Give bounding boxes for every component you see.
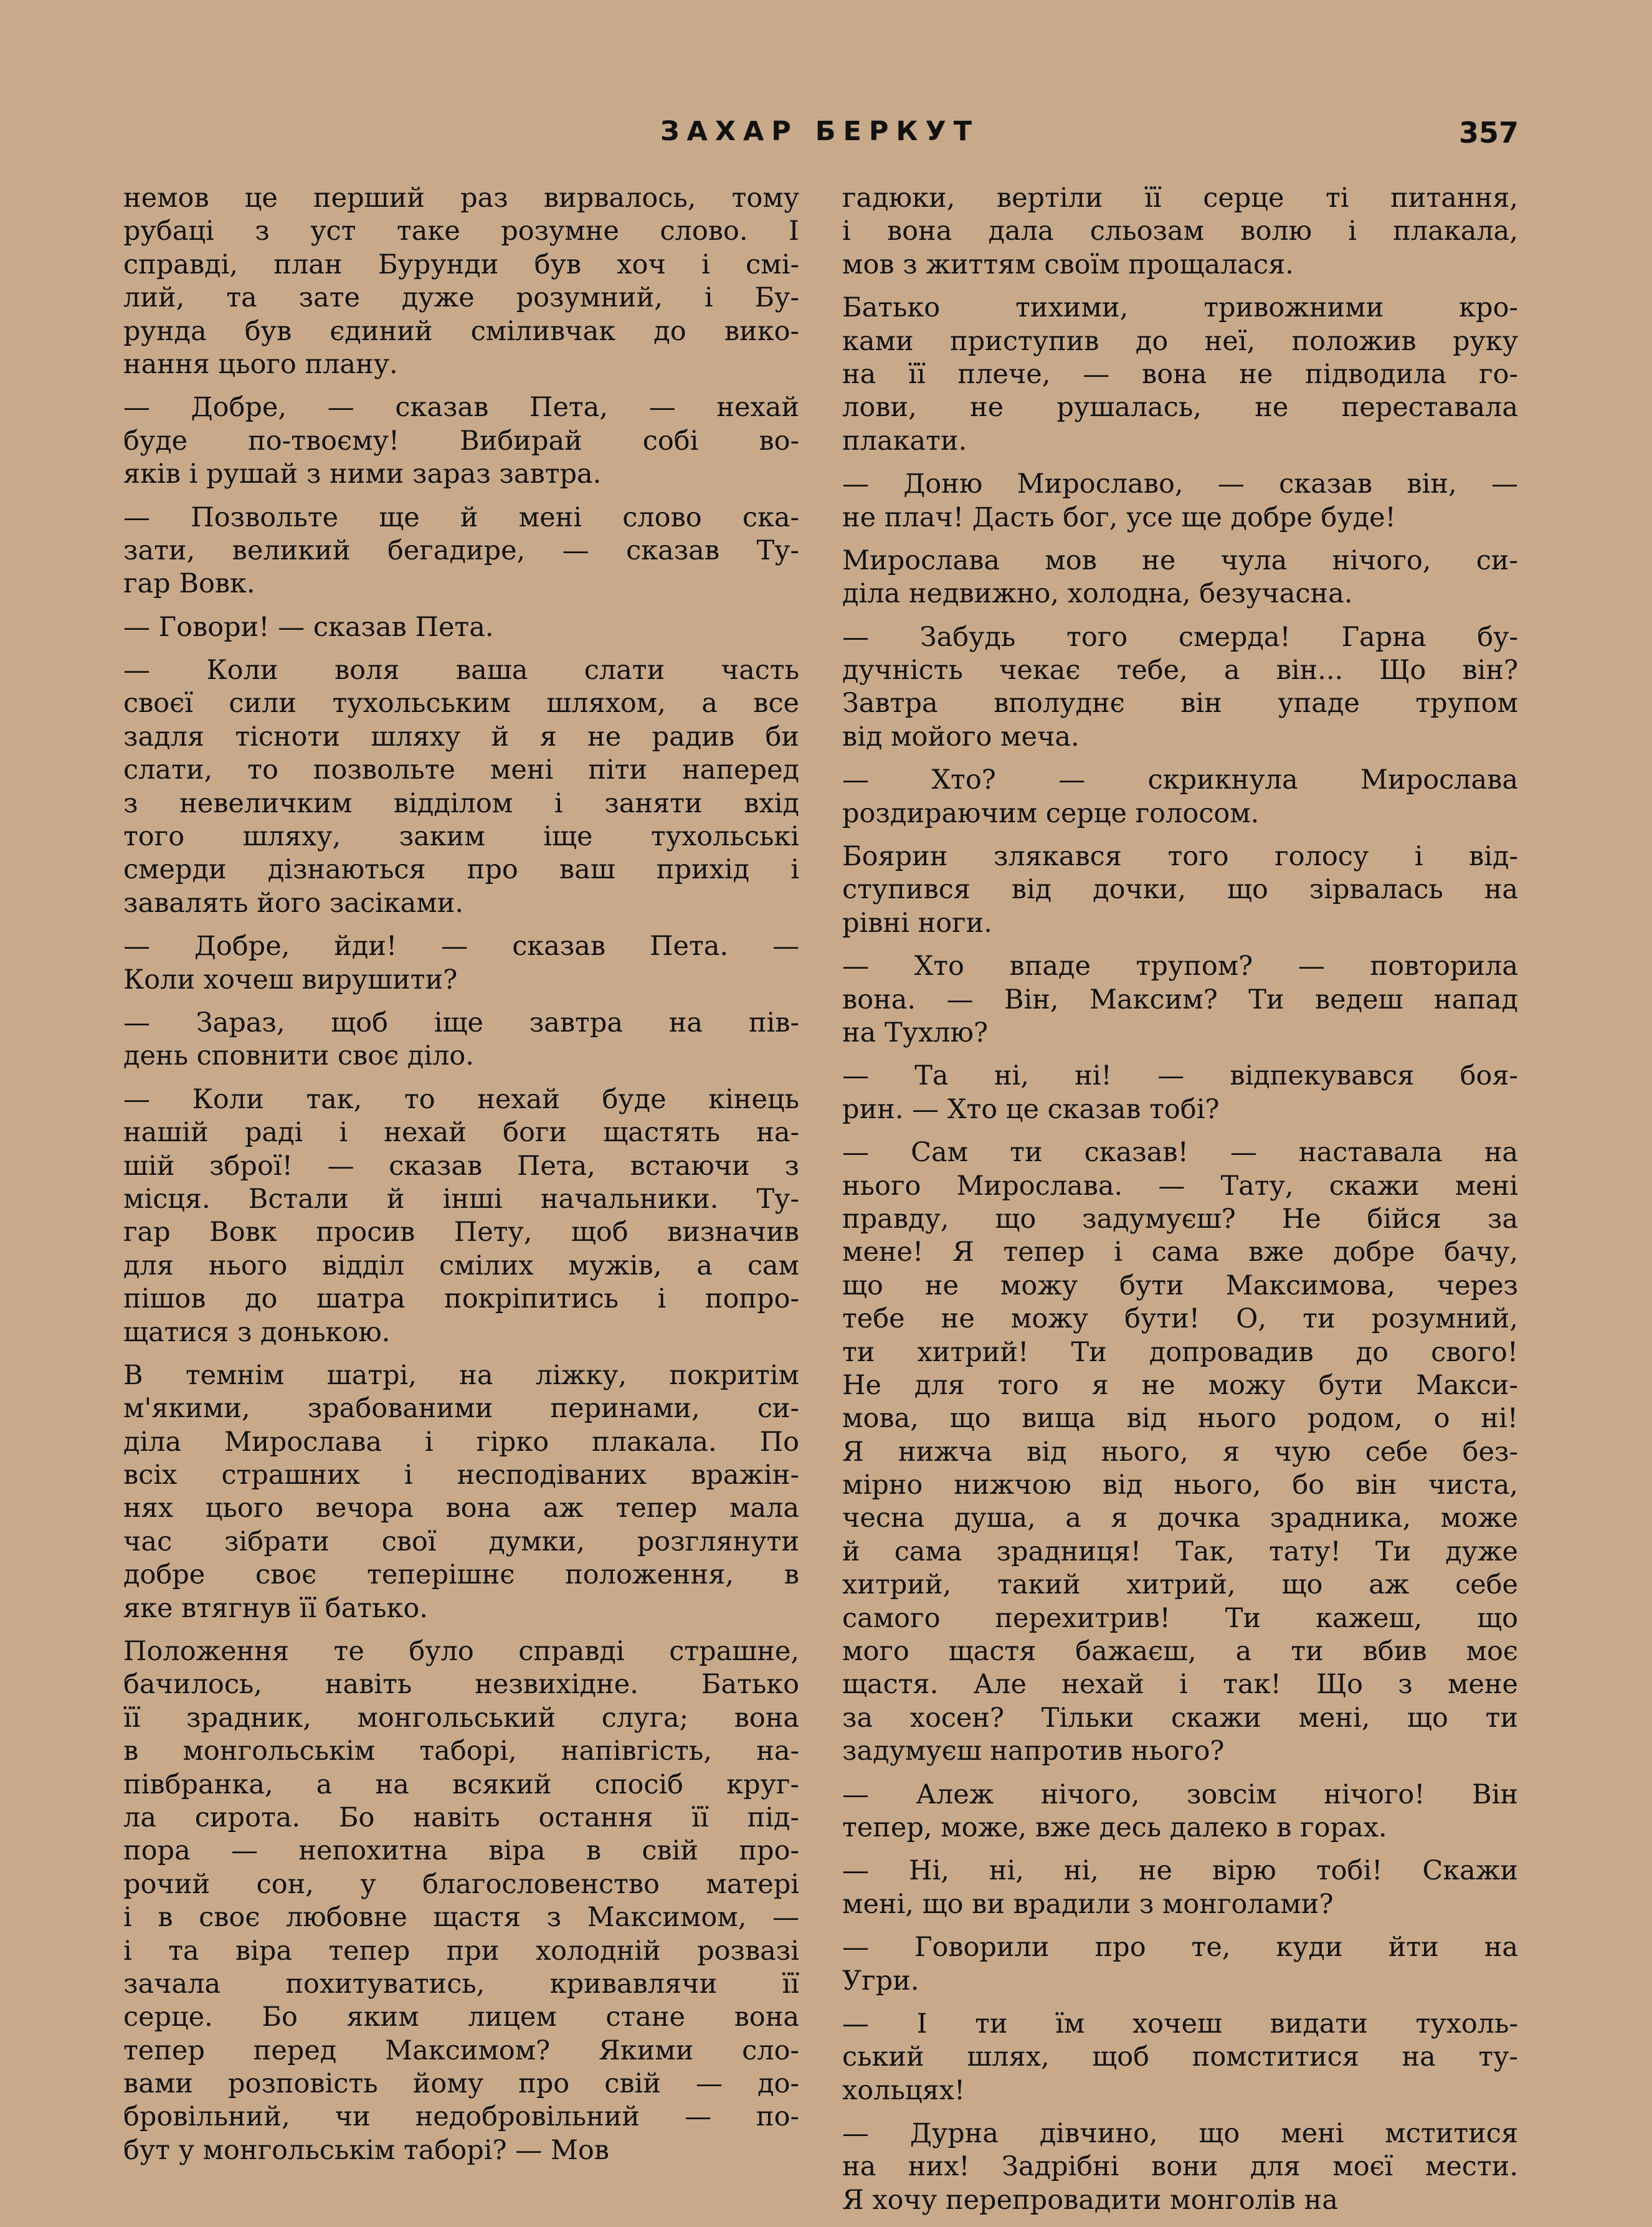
paragraph xyxy=(842,1060,1518,1126)
text-line: її зрадник, монгольський слуга; вона xyxy=(123,1702,799,1734)
text-line: щатися з донькою. xyxy=(123,1316,391,1348)
text-line: гар Вовк. xyxy=(123,568,255,600)
text-line: в монгольськім таборі, напівгість, на- xyxy=(123,1736,799,1767)
text-line: діла Мирослава і гірко плакала. По xyxy=(123,1426,799,1458)
text-line: немов це перший раз вирвалось, тому xyxy=(123,183,799,214)
text-line: мене! Я тепер і сама вже добре бачу, xyxy=(842,1237,1518,1268)
paragraph xyxy=(123,391,799,491)
text-line: хитрий, такий хитрий, що аж себе xyxy=(842,1569,1518,1601)
paragraph xyxy=(123,182,799,381)
text-line: Мирослава мов не чула нічого, си- xyxy=(842,544,1518,576)
text-line: бачилось, навіть незвихідне. Батько xyxy=(123,1669,799,1701)
text-line: задля тісноти шляху й я не радив би xyxy=(123,721,799,753)
text-line: півбранка, а на всякий спосіб круг- xyxy=(123,1769,799,1800)
text-line: ла сирота. Бо навіть остання її під- xyxy=(123,1802,799,1833)
paragraph xyxy=(123,930,799,997)
text-line: — Забудь того смерда! Гарна бу- xyxy=(842,621,1518,653)
text-line: самого перехитрив! Ти кажеш, що xyxy=(842,1602,1518,1634)
text-line: Я хочу перепровадити монголів на xyxy=(842,2184,1338,2216)
text-line: добре своє теперішнє положення, в xyxy=(123,1559,799,1591)
text-line: ти хитрий! Ти допровадив до свого! xyxy=(842,1336,1518,1368)
text-line: рунда був єдиний сміливчак до вико- xyxy=(123,315,799,347)
text-line: дучність чекає тебе, а він... Що він? xyxy=(842,655,1518,686)
paragraph xyxy=(842,2117,1518,2217)
text-line: тепер, може, вже десь далеко в горах. xyxy=(842,1812,1387,1843)
text-line: пора — непохитна віра в свій про- xyxy=(123,1835,799,1867)
text-line: гар Вовк просив Пету, щоб визначив xyxy=(123,1217,799,1248)
text-line: ками приступив до неї, положив руку xyxy=(842,325,1518,357)
text-line: того шляху, заким іще тухольські xyxy=(123,821,799,853)
text-line: гадюки, вертіли її серце ті питання, xyxy=(842,183,1518,214)
text-line: не плач! Дасть бог, усе ще добре буде! xyxy=(842,501,1396,533)
text-line: рівні ноги. xyxy=(842,907,992,939)
text-line: мого щастя бажаєш, а ти вбив моє xyxy=(842,1636,1518,1668)
text-line: — Говори! — сказав Пета. xyxy=(123,611,494,643)
text-line: мов з життям своїм прощалася. xyxy=(842,249,1294,280)
text-line: роздираючим серце голосом. xyxy=(842,797,1260,829)
text-line: рин. — Хто це сказав тобі? xyxy=(842,1093,1220,1125)
text-line: час зібрати свої думки, розглянути xyxy=(123,1526,799,1557)
text-line: ступився від дочки, що зірвалась на xyxy=(842,874,1518,906)
text-line: Я нижча від нього, я чую себе без- xyxy=(842,1436,1518,1468)
text-line: — Говорили про те, куди йти на xyxy=(842,1932,1518,1963)
text-line: бут у монгольськім таборі? — Мов xyxy=(123,2134,609,2166)
right-text-column xyxy=(842,182,1518,2227)
left-text-column xyxy=(123,182,799,2177)
text-line: Угри. xyxy=(842,1965,919,1997)
text-line: на них! Задрібні вони для моєї мести. xyxy=(842,2151,1518,2183)
text-line: Коли хочеш вирушити? xyxy=(123,964,458,995)
text-line: шій зброї! — сказав Пета, встаючи з xyxy=(123,1150,799,1182)
paragraph xyxy=(842,840,1518,940)
text-line: задумуєш напротив нього? xyxy=(842,1736,1225,1767)
paragraph xyxy=(842,621,1518,754)
text-line: нього Мирослава. — Тату, скажи мені xyxy=(842,1170,1518,1202)
text-line: В темнім шатрі, на ліжку, покритім xyxy=(123,1359,799,1391)
text-line: на Тухлю? xyxy=(842,1017,989,1048)
text-line: своєї сили тухольським шляхом, а все xyxy=(123,688,799,719)
text-line: — Ні, ні, ні, не вірю тобі! Скажи xyxy=(842,1855,1518,1887)
text-line: тепер перед Максимом? Якими сло- xyxy=(123,2035,799,2066)
text-line: нашій раді і нехай боги щастять на- xyxy=(123,1117,799,1149)
text-line: Положення те було справді страшне, xyxy=(123,1636,799,1668)
text-line: вами розповість йому про свій — до- xyxy=(123,2068,799,2100)
paragraph xyxy=(123,501,799,601)
text-line: серце. Бо яким лицем стане вона xyxy=(123,2001,799,2033)
text-line: — Позвольте ще й мені слово ска- xyxy=(123,501,799,533)
text-line: Батько тихими, тривожними кро- xyxy=(842,292,1518,324)
text-line: від мойого меча. xyxy=(842,721,1080,753)
text-line: — Коли так, то нехай буде кінець xyxy=(123,1083,799,1115)
text-line: і та віра тепер при холодній розвазі xyxy=(123,1935,799,1967)
text-line: день сповнити своє діло. xyxy=(123,1040,474,1072)
text-line: — Коли воля ваша слати часть xyxy=(123,655,799,686)
text-line: — Добре, йди! — сказав Пета. — xyxy=(123,931,799,962)
text-line: мірно нижчою від нього, бо він чиста, xyxy=(842,1470,1518,1501)
paragraph xyxy=(842,764,1518,830)
text-line: для нього відділ смілих мужів, а сам xyxy=(123,1250,799,1281)
paragraph xyxy=(842,2008,1518,2107)
text-line: ський шлях, щоб помститися на ту- xyxy=(842,2041,1518,2073)
text-line: Боярин злякався того голосу і від- xyxy=(842,841,1518,873)
paragraph xyxy=(123,611,799,644)
text-line: — Доню Мирославо, — сказав він, — xyxy=(842,468,1518,500)
page-number: 357 xyxy=(1459,116,1519,150)
text-line: нання цього плану. xyxy=(123,348,398,380)
running-title: ЗАХАР БЕРКУТ xyxy=(660,116,980,147)
text-line: — Та ні, ні! — відпекувався боя- xyxy=(842,1060,1518,1092)
text-line: зачала похитуватись, кривавлячи її xyxy=(123,1968,799,2000)
text-line: плакати. xyxy=(842,425,967,457)
text-line: м'якими, зрабованими перинами, си- xyxy=(123,1393,799,1425)
paragraph xyxy=(842,292,1518,458)
paragraph xyxy=(842,1136,1518,1768)
text-line: бровільний, чи недобровільний — по- xyxy=(123,2101,799,2133)
text-line: нях цього вечора вона аж тепер мала xyxy=(123,1493,799,1524)
text-line: яке втягнув її батько. xyxy=(123,1592,428,1624)
text-line: — Дурна дівчино, що мені мститися xyxy=(842,2118,1518,2150)
text-line: справді, план Бурунди був хоч і смі- xyxy=(123,249,799,280)
paragraph xyxy=(842,468,1518,534)
text-line: — Сам ти сказав! — наставала на xyxy=(842,1137,1518,1169)
text-line: пішов до шатра покріпитись і попро- xyxy=(123,1283,799,1315)
text-line: мова, що вища від нього родом, о ні! xyxy=(842,1403,1518,1435)
paragraph xyxy=(842,182,1518,282)
text-line: буде по-твоєму! Вибирай собі во- xyxy=(123,425,799,457)
text-line: лий, та зате дуже розумний, і Бу- xyxy=(123,282,799,314)
text-line: всіх страшних і несподіваних вражін- xyxy=(123,1460,799,1491)
text-line: — Хто? — скрикнула Мирослава xyxy=(842,764,1518,796)
text-line: смерди дізнаються про ваш прихід і xyxy=(123,854,799,886)
text-line: — Зараз, щоб іще завтра на пів- xyxy=(123,1007,799,1038)
text-line: діла недвижно, холодна, безучасна. xyxy=(842,578,1353,610)
text-line: за хосен? Тільки скажи мені, що ти xyxy=(842,1702,1518,1734)
text-line: на її плече, — вона не підводила го- xyxy=(842,358,1518,390)
text-line: щастя. Але нехай і так! Що з мене xyxy=(842,1669,1518,1701)
text-line: правду, що задумуєш? Не бійся за xyxy=(842,1203,1518,1235)
paragraph xyxy=(123,1083,799,1349)
text-line: тебе не можу бути! О, ти розумний, xyxy=(842,1303,1518,1335)
text-line: що не можу бути Максимова, через xyxy=(842,1270,1518,1301)
paragraph xyxy=(842,1778,1518,1845)
paragraph xyxy=(842,544,1518,611)
paragraph xyxy=(123,654,799,920)
text-line: — І ти їм хочеш видати тухоль- xyxy=(842,2008,1518,2039)
paragraph xyxy=(123,1007,799,1073)
paragraph xyxy=(842,950,1518,1050)
text-line: — Алеж нічого, зовсім нічого! Він xyxy=(842,1778,1518,1810)
paragraph xyxy=(123,1635,799,2167)
text-line: — Добре, — сказав Пета, — нехай xyxy=(123,392,799,424)
paragraph xyxy=(842,1854,1518,1921)
text-line: вона. — Він, Максим? Ти ведеш напад xyxy=(842,984,1518,1015)
text-line: Не для того я не можу бути Макси- xyxy=(842,1369,1518,1401)
text-line: лови, не рушалась, не переставала xyxy=(842,392,1518,424)
text-line: і вона дала сльозам волю і плакала, xyxy=(842,216,1518,247)
text-line: Завтра вполуднє він упаде трупом xyxy=(842,688,1518,719)
text-line: й сама зрадниця! Так, тату! Ти дуже xyxy=(842,1536,1518,1567)
text-line: рочий сон, у благословенство матері xyxy=(123,1868,799,1900)
paragraph xyxy=(123,1359,799,1625)
text-line: чесна душа, а я дочка зрадника, може xyxy=(842,1503,1518,1534)
text-line: яків і рушай з ними зараз завтра. xyxy=(123,458,602,490)
text-line: мені, що ви врадили з монголами? xyxy=(842,1888,1334,1920)
text-line: слати, то позвольте мені піти наперед xyxy=(123,754,799,786)
text-line: завалять його засіками. xyxy=(123,887,464,919)
paragraph xyxy=(842,1931,1518,1998)
text-line: хольцях! xyxy=(842,2074,966,2106)
text-line: з невеличким відділом і заняти вхід xyxy=(123,787,799,819)
text-line: — Хто впаде трупом? — повторила xyxy=(842,951,1518,982)
text-line: рубаці з уст таке розумне слово. І xyxy=(123,216,799,247)
text-line: місця. Встали й інші начальники. Ту- xyxy=(123,1183,799,1215)
text-line: зати, великий бегадире, — сказав Ту- xyxy=(123,534,799,566)
text-line: і в своє любовне щастя з Максимом, — xyxy=(123,1902,799,1934)
